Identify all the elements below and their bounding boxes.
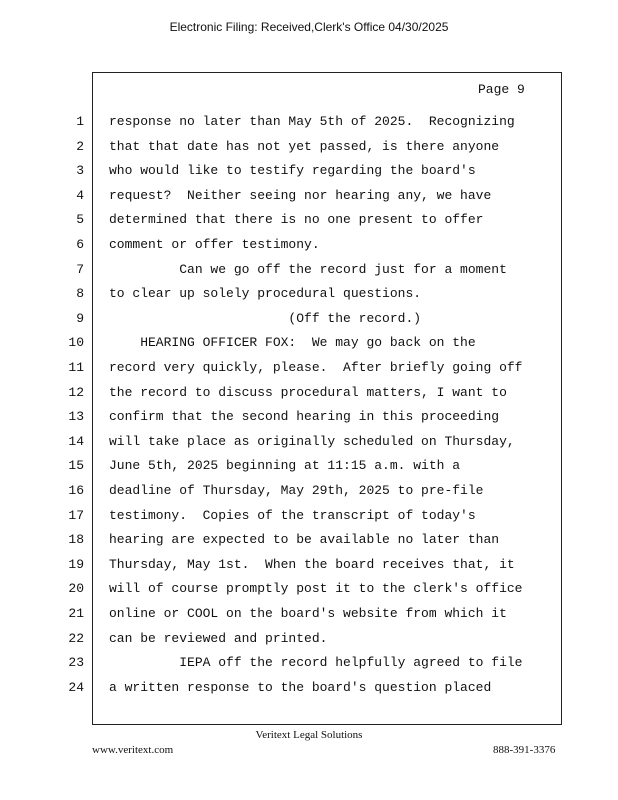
transcript-line: June 5th, 2025 beginning at 11:15 a.m. with a: [109, 458, 461, 474]
transcript-line: request? Neither seeing nor hearing any, we have: [109, 187, 492, 203]
transcript-line: Thursday, May 1st. When the board receives that, it: [109, 556, 515, 572]
transcript-line: record very quickly, please. After briefly going off: [109, 360, 523, 375]
line-number: 18: [68, 532, 84, 548]
page-number: Page 9: [478, 82, 525, 97]
line-number: 21: [68, 606, 84, 621]
transcript-line: deadline of Thursday, May 29th, 2025 to pre-file: [109, 483, 484, 498]
transcript-line: Can we go off the record just for a moment: [109, 261, 507, 277]
filing-header: Electronic Filing: Received,Clerk's Office 04/30/2025: [169, 20, 449, 34]
transcript-line: determined that there is no one present to offer: [109, 212, 484, 228]
line-number: 9: [76, 310, 84, 326]
transcript-line: testimony. Copies of the transcript of today's: [109, 507, 476, 523]
transcript-line: will take place as originally scheduled on Thursday,: [109, 433, 515, 449]
transcript-line: who would like to testify regarding the board's: [109, 163, 476, 179]
transcript-line: to clear up solely procedural questions.: [109, 286, 422, 302]
footer-company: Veritext Legal Solutions: [255, 729, 363, 741]
line-number: 24: [68, 679, 84, 695]
line-number: 19: [68, 556, 84, 572]
line-number: 7: [76, 261, 84, 277]
line-number: 2: [76, 138, 84, 154]
line-number: 1: [76, 114, 84, 129]
footer-website: www.veritext.com: [92, 744, 174, 756]
transcript-line: comment or offer testimony.: [109, 237, 320, 252]
line-number: 15: [68, 458, 84, 474]
line-number: 6: [76, 237, 84, 252]
line-number: 22: [68, 630, 84, 646]
transcript-line: IEPA off the record helpfully agreed to file: [109, 655, 523, 671]
line-number: 16: [68, 483, 84, 498]
line-number: 5: [76, 212, 84, 228]
transcript-line: online or COOL on the board's website from which it: [109, 606, 507, 621]
transcript-line: will of course promptly post it to the clerk's office: [109, 581, 523, 597]
transcript-line: a written response to the board's question placed: [109, 679, 492, 695]
line-number: 10: [68, 335, 84, 351]
line-number: 8: [76, 286, 84, 302]
transcript-line: confirm that the second hearing in this proceeding: [109, 409, 500, 425]
transcript-line: hearing are expected to be available no later than: [109, 532, 500, 548]
footer-phone: 888-391-3376: [493, 744, 556, 756]
transcript-line: that that date has not yet passed, is there anyone: [109, 138, 500, 154]
transcript-line: can be reviewed and printed.: [109, 630, 328, 646]
transcript-line: response no later than May 5th of 2025. Recognizing: [109, 114, 515, 129]
transcript-line: HEARING OFFICER FOX: We may go back on the: [109, 335, 476, 351]
line-number: 23: [68, 655, 84, 671]
line-number: 12: [68, 384, 84, 400]
line-number: 13: [68, 409, 84, 425]
transcript-line: (Off the record.): [109, 310, 422, 326]
line-number: 11: [68, 360, 84, 375]
transcript-line: the record to discuss procedural matters, I want to: [109, 384, 507, 400]
line-number: 4: [76, 187, 84, 203]
line-number: 20: [68, 581, 84, 597]
line-number: 3: [76, 163, 84, 179]
line-number: 14: [68, 433, 84, 449]
line-number: 17: [68, 507, 84, 523]
